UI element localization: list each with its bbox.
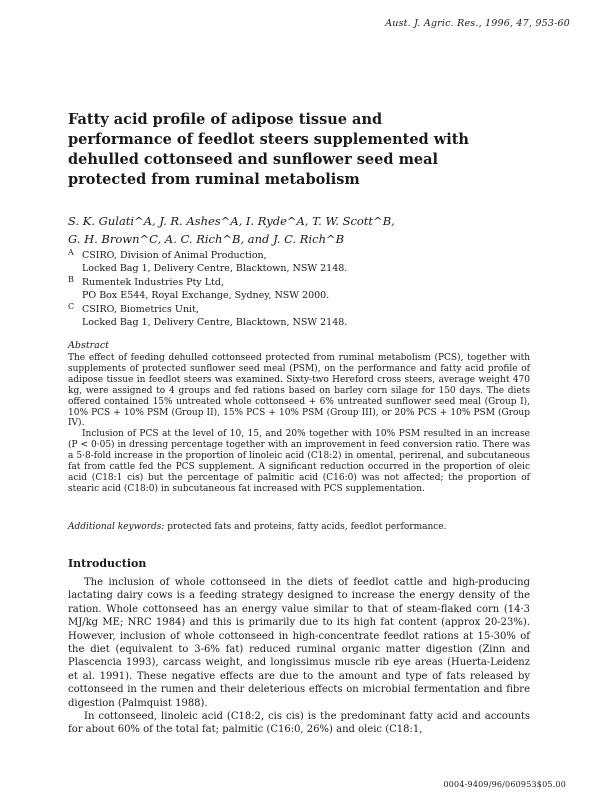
keywords — [68, 522, 530, 533]
introduction-body — [68, 576, 530, 737]
affiliation-marker: B — [68, 275, 74, 284]
title-line: protected from ruminal metabolism — [68, 171, 360, 188]
affiliation-marker: C — [68, 302, 75, 311]
affiliation-b — [68, 277, 528, 302]
author-line: G. H. Brown^C, A. C. Rich^B, and J. C. Rich^B — [68, 232, 345, 246]
affiliation-marker: A — [68, 248, 74, 257]
abstract-paragraph: Inclusion of PCS at the level of 10, 15, and 20% together with 10% PSM resulted in an increase (P < 0·05) in dressing percentage together with an improvement in feed conversion ratio. There was a 5·8-fold increase in the proportion of linoleic acid (C18:2) in omental, perirenal, and subcutaneous fat from cattle fed the PCS supplement. A significant reduction occurred in the proportion of oleic acid (C18:1 cis) but the percentage of palmitic acid (C16:0) was not affected; the proportion of stearic acid (C18:0) in subcutaneous fat increased with PCS supplementation. — [68, 429, 530, 494]
article-title — [68, 110, 508, 190]
introduction-paragraph: In cottonseed, linoleic acid (C18:2, cis cis) is the predominant fatty acid and accounts for about 60% of the total fat; palmitic (C16:0, 26%) and oleic (C18:1, — [68, 711, 530, 736]
title-line: Fatty acid profile of adipose tissue and — [68, 111, 383, 128]
introduction-heading: Introduction — [68, 557, 147, 570]
abstract-body — [68, 353, 530, 495]
keywords-text: protected fats and proteins, fatty acids, feedlot performance. — [167, 522, 447, 532]
affiliation-line: CSIRO, Biometrics Unit, — [82, 304, 199, 315]
affiliation-line: Rumentek Industries Pty Ltd, — [82, 277, 224, 288]
author-list — [68, 212, 528, 248]
abstract-heading: Abstract — [68, 340, 109, 351]
affiliation-line: Locked Bag 1, Delivery Centre, Blacktown, NSW 2148. — [82, 316, 348, 328]
title-line: dehulled cottonseed and sunflower seed meal — [68, 151, 439, 168]
affiliation-c — [68, 304, 528, 329]
affiliations — [68, 250, 528, 331]
journal-reference: Aust. J. Agric. Res., 1996, 47, 953-60 — [385, 18, 570, 29]
author-line: S. K. Gulati^A, J. R. Ashes^A, I. Ryde^A, T. W. Scott^B, — [68, 214, 395, 228]
affiliation-line: Locked Bag 1, Delivery Centre, Blacktown, NSW 2148. — [82, 262, 348, 274]
affiliation-a — [68, 250, 528, 275]
affiliation-line: CSIRO, Division of Animal Production, — [82, 250, 267, 261]
copyright-code: 0004-9409/96/060953$05.00 — [443, 780, 566, 789]
keywords-label: Additional keywords: — [68, 522, 165, 532]
abstract-paragraph: The effect of feeding dehulled cottonseed protected from ruminal metabolism (PCS), together with supplements of protected sunflower seed meal (PSM), on the performance and fatty acid profile of adipose tissue in feedlot steers was examined. Sixty-two Hereford cross steers, average weight 470 kg, were assigned to 4 groups and fed rations based on barley corn silage for 150 days. The diets offered contained 15% untreated whole cottonseed + 6% untreated sunflower seed meal (Group I), 10% PCS + 10% PSM (Group II), 15% PCS + 10% PSM (Group III), or 20% PCS + 10% PSM (Group IV). — [68, 353, 530, 429]
title-line: performance of feedlot steers supplemented with — [68, 131, 469, 148]
affiliation-line: PO Box E544, Royal Exchange, Sydney, NSW 2000. — [82, 289, 330, 301]
introduction-paragraph: The inclusion of whole cottonseed in the diets of feedlot cattle and high-producing lactating dairy cows is a feeding strategy designed to increase the energy density of the ration. Whole cottonseed has an energy value similar to that of steam-flaked corn (14·3 MJ/kg ME; NRC 1984) and this is primarily due to its high fat content (approx 20-23%). However, inclusion of whole cottonseed in high-concentrate feedlot rations at 15-30% of the diet (equivalent to 3-6% fat) reduced ruminal organic matter digestion (Zinn and Plascencia 1993), carcass weight, and longissimus muscle rib eye areas (Huerta-Leidenz et al. 1991). These negative effects are due to the amount and type of fats released by cottonseed in the rumen and their deleterious effects on microbial fermentation and fibre digestion (Palmquist 1988). — [68, 577, 530, 709]
